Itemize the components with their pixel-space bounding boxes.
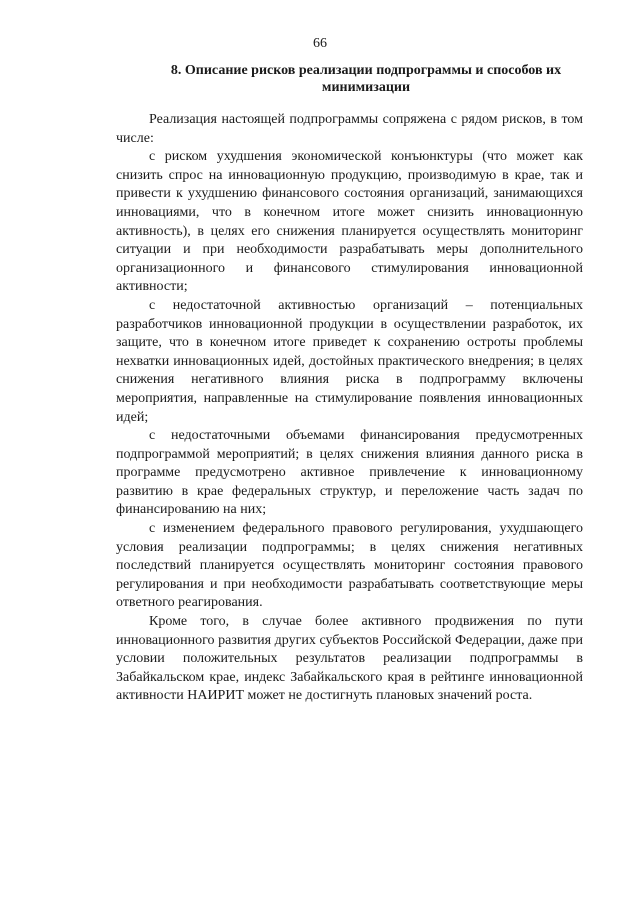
paragraph-intro: Реализация настоящей подпрограммы сопряжена с рядом рисков, в том числе: (116, 112, 583, 146)
body-text (116, 111, 583, 706)
paragraph-risk-activity: с недостаточной активностью организаций – потенциальных разработчиков инновационной продукции в осуществлении разработок, их защите, что в конечном итоге приведет к сохранению остроты проблемы нехватки инновационных идей, достойных практического внедрения; в целях снижения негативного влияния риска в подпрограмму включены мероприятия, направленные на стимулирование появления инновационных идей; (116, 297, 583, 425)
paragraph-risk-economic: с риском ухудшения экономической конъюнктуры (что может как снизить спрос на инновационную продукцию, производимую в крае, так и привести к ухудшению финансового состояния организаций, занимающихся инновациями, что в конечном итоге может снизить инновационную активность), в целях его снижения планируется осуществлять мониторинг ситуации и при необходимости разрабатывать меры дополнительного организационного и финансового стимулирования инновационной активности; (116, 149, 583, 295)
paragraph-risk-financing: с недостаточными объемами финансирования предусмотренных подпрограммой мероприятий; в целях снижения влияния данного риска в программе предусмотрено активное привлечение к инновационному развитию в крае федеральных структур, и переложение часть задач по финансированию на них; (116, 428, 583, 518)
paragraph-conclusion: Кроме того, в случае более активного продвижения по пути инновационного развития других субъектов Российской Федерации, даже при условии положительных результатов реализации подпрограммы в Забайкальском крае, индекс Забайкальского края в рейтинге инновационной активности НАИРИТ может не достигнуть плановых значений роста. (116, 614, 583, 704)
paragraph-risk-regulation: с изменением федерального правового регулирования, ухудшающего условия реализации подпрограммы; в целях снижения негативных последствий планируется осуществлять мониторинг состояния правового регулирования и при необходимости разрабатывать соответствующие меры ответного реагирования. (116, 521, 583, 611)
page-number: 66 (313, 36, 327, 51)
section-title: 8. Описание рисков реализации подпрограммы и способов их минимизации (170, 63, 562, 95)
